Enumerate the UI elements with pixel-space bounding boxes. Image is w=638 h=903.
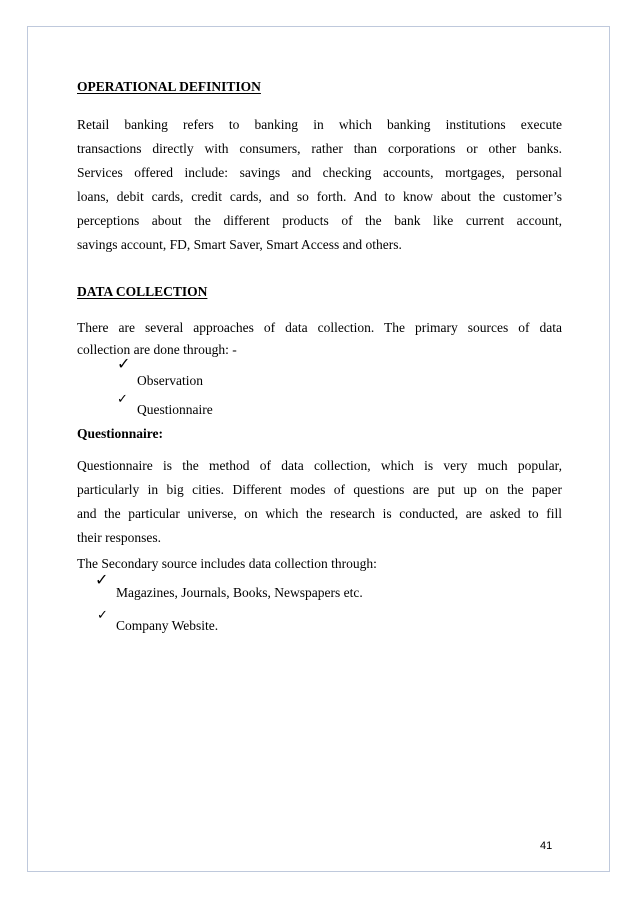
check-icon: ✓	[117, 354, 131, 373]
paragraph-line: transactions directly with consumers, rather than corporations or other banks.	[77, 141, 562, 156]
paragraph-line: and the particular universe, on which the research is conducted, are asked to fill	[77, 506, 562, 521]
paragraph-line: particularly in big cities. Different modes of questions are put up on the paper	[77, 482, 562, 497]
check-icon: ✓	[97, 608, 108, 623]
paragraph-line: savings account, FD, Smart Saver, Smart Access and others.	[77, 237, 402, 252]
questionnaire-label: Questionnaire:	[77, 426, 164, 441]
operational-definition-paragraph	[77, 113, 562, 257]
paragraph-line: Services offered include: savings and checking accounts, mortgages, personal	[77, 165, 562, 180]
secondary-source-item: Company Website.	[116, 618, 219, 633]
questionnaire-paragraph	[77, 454, 562, 550]
paragraph-line: There are several approaches of data collection. The primary sources of data	[77, 320, 562, 335]
secondary-source-intro: The Secondary source includes data collection through:	[77, 556, 377, 571]
paragraph-line: their responses.	[77, 530, 161, 545]
data-collection-heading: DATA COLLECTION	[77, 284, 208, 299]
check-icon: ✓	[117, 392, 128, 407]
primary-source-item: Observation	[137, 373, 203, 388]
paragraph-line: Questionnaire is the method of data collection, which is very much popular,	[77, 458, 562, 473]
primary-source-item: Questionnaire	[137, 402, 213, 417]
check-icon: ✓	[95, 570, 109, 589]
page-number: 41	[540, 840, 553, 852]
paragraph-line: loans, debit cards, credit cards, and so forth. And to know about the customer’s	[77, 189, 562, 204]
paragraph-line: Retail banking refers to banking in which banking institutions execute	[77, 117, 562, 132]
data-collection-intro	[77, 316, 562, 360]
secondary-source-item: Magazines, Journals, Books, Newspapers etc.	[116, 585, 363, 600]
operational-definition-heading: OPERATIONAL DEFINITION	[77, 79, 261, 94]
paragraph-line: perceptions about the different products of the bank like current account,	[77, 213, 562, 228]
paragraph-line: collection are done through: -	[77, 342, 237, 357]
